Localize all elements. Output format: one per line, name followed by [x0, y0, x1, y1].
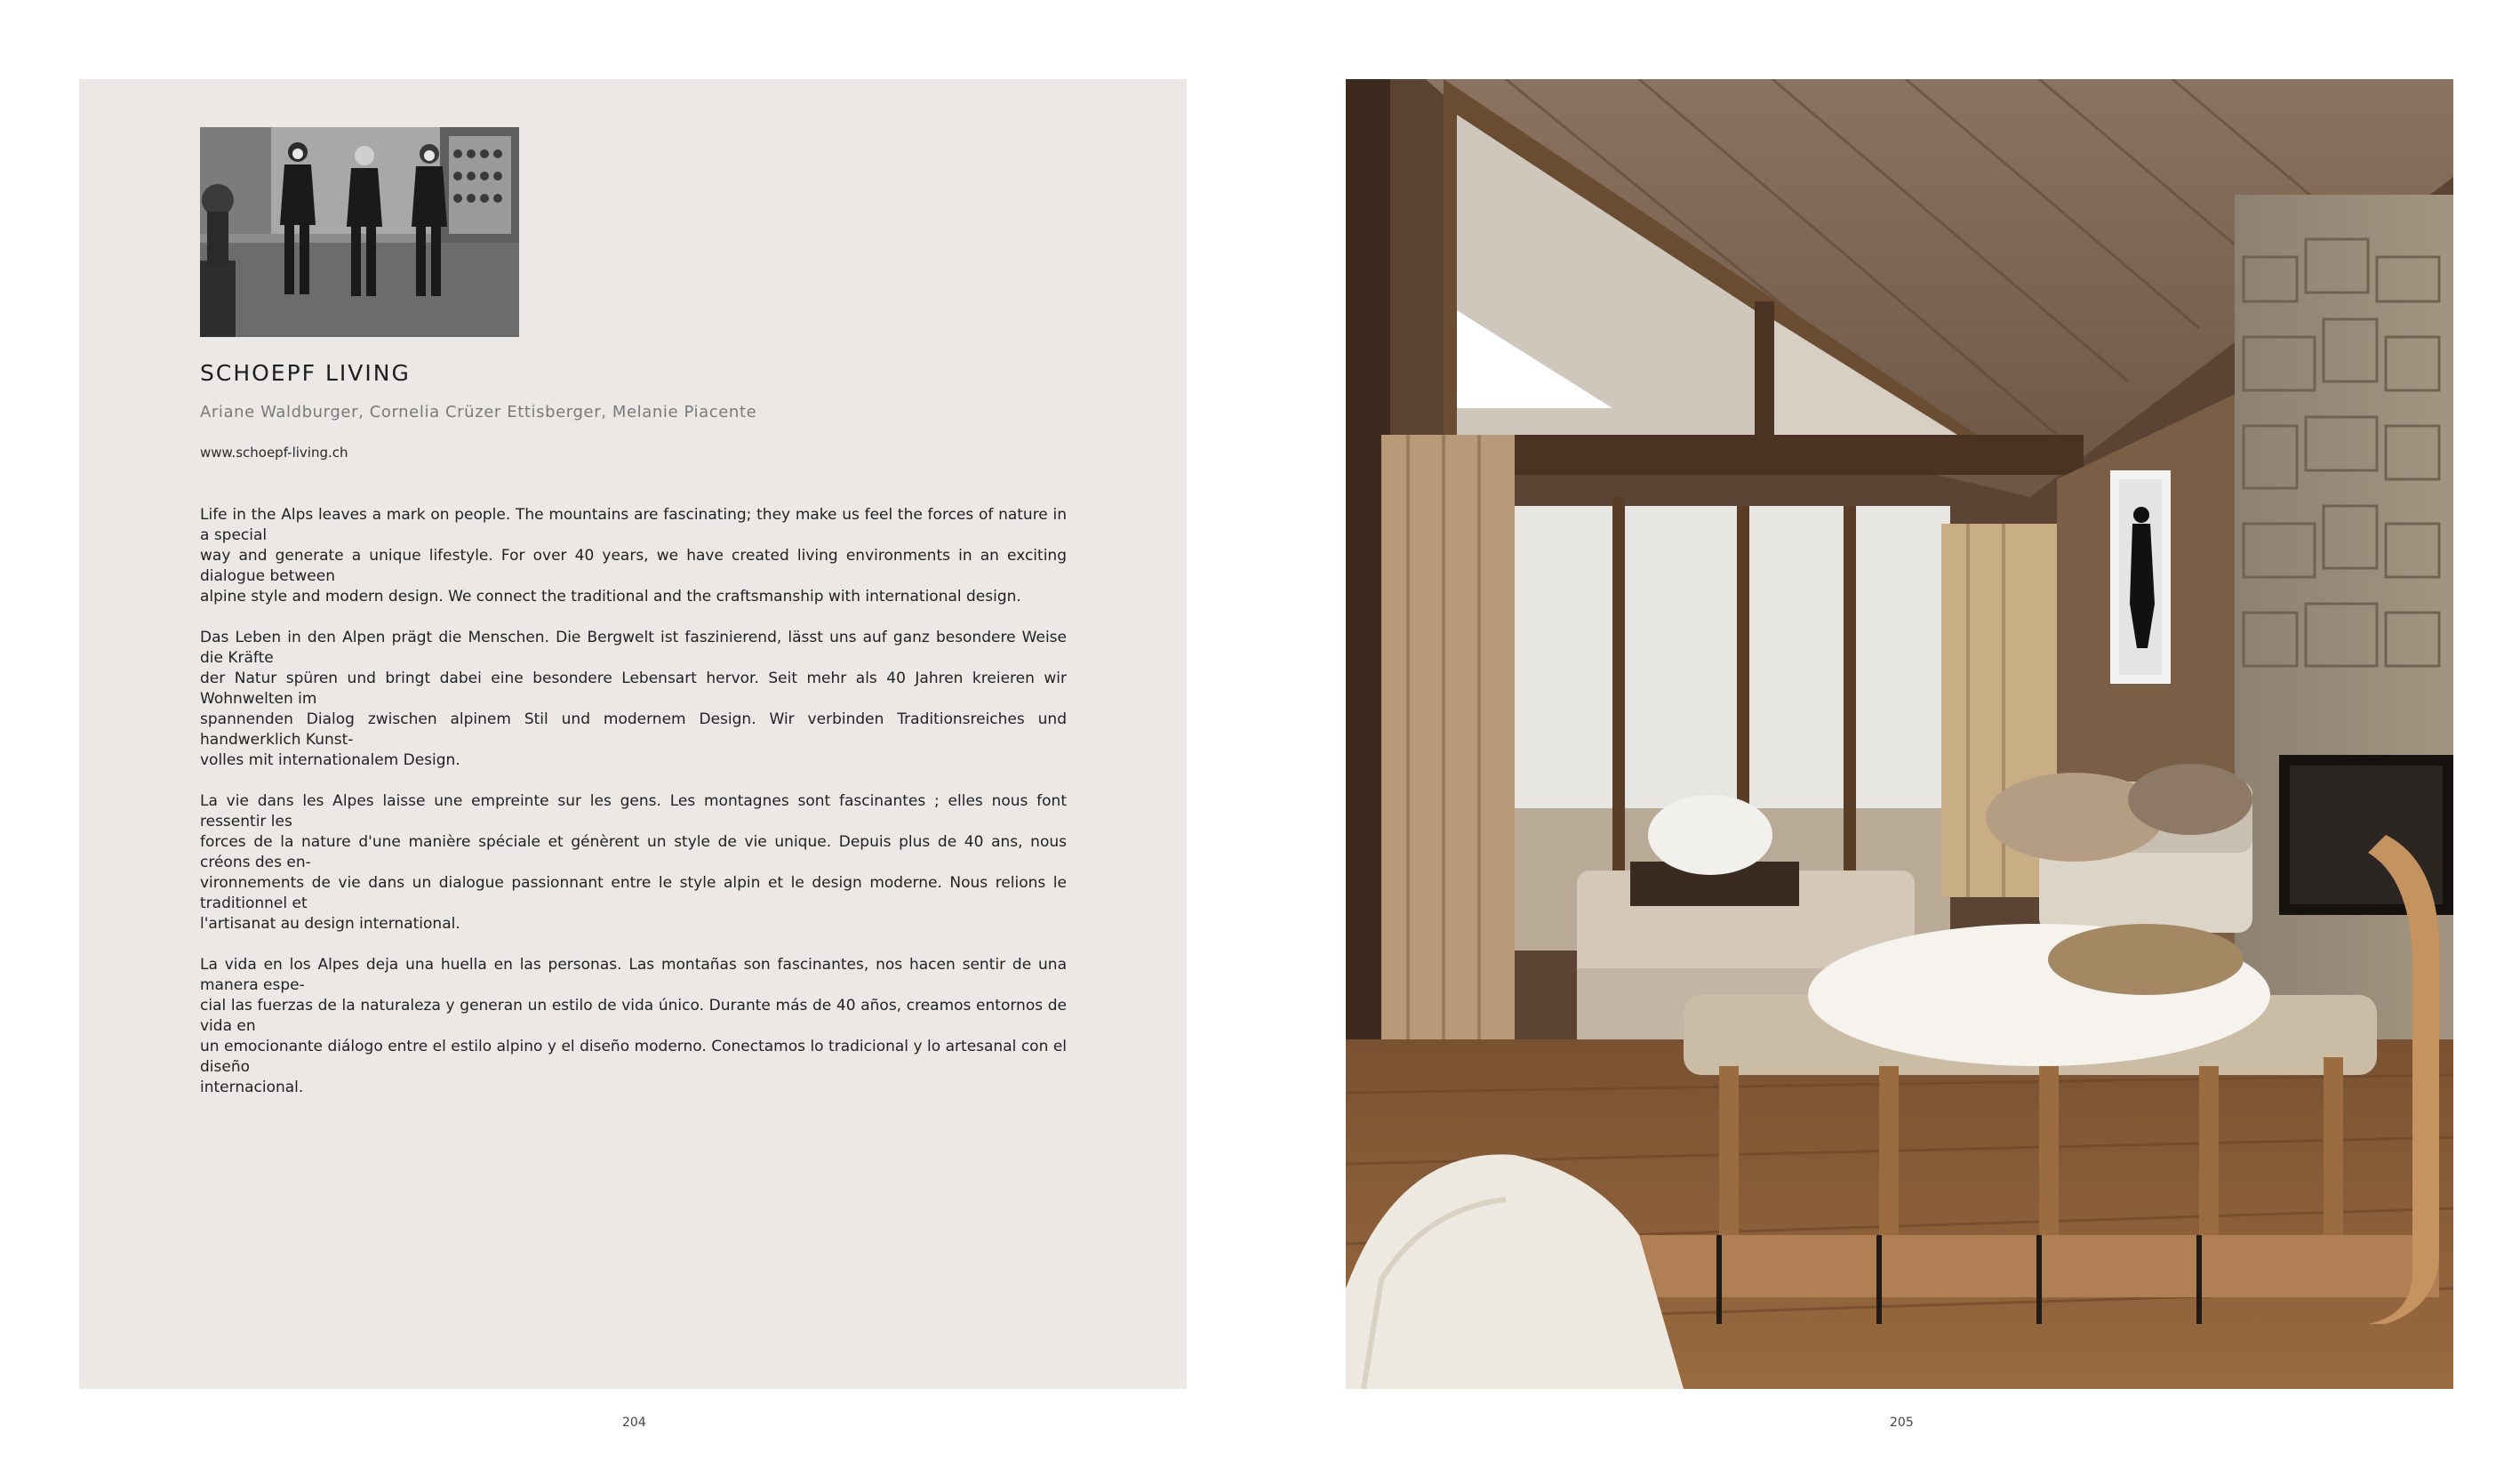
paragraph-spanish: La vida en los Alpes deja una huella en las personas. Las montañas son fascinantes, nos hacen sentir de una manera espe- cial las fuerzas de la naturaleza y generan un estilo de vida único. Durante más de 40 años, creamos entornos de vida en un emocionante diálogo entre el estilo alpino y el diseño moderno. Conectamos lo tradicional y lo artesanal con el diseño internacional.: [200, 956, 1067, 1096]
website-link[interactable]: www.schoepf-living.ch: [200, 445, 348, 461]
studio-name: SCHOEPF LIVING: [200, 360, 411, 386]
page-number-left: 204: [622, 1416, 646, 1430]
paragraph-french: La vie dans les Alpes laisse une empreinte sur les gens. Les montagnes sont fascinantes ; elles nous font ressentir les forces de la nature d'une manière spéciale et génèrent un style de vie unique. Depuis plus de 40 ans, nous créons des en- vironnements de vie dans un dialogue passionnant entre le style alpin et le design moderne. Nous relions le traditionnel et l'artisanat au design international.: [200, 792, 1067, 933]
page-number-right: 205: [1890, 1416, 1914, 1430]
team-photo: [200, 127, 519, 337]
paragraph-german: Das Leben in den Alpen prägt die Menschen. Die Bergwelt ist faszinierend, lässt uns auf ganz besondere Weise die Kräfte der Natur spüren und bringt dabei eine besondere Lebensart hervor. Seit mehr als 40 Jahren kreieren wir Wohnwelten im spannenden Dialog zwischen alpinem Stil und modernem Design. Wir verbinden Traditionsreiches und handwerklich Kunst- volles mit internationalem Design.: [200, 629, 1067, 769]
paragraph-english: Life in the Alps leaves a mark on people. The mountains are fascinating; they make us feel the forces of nature in a special way and generate a unique lifestyle. For over 40 years, we have created living environments in an exciting dialogue between alpine style and modern design. We connect the traditional and the craftsmanship with international design.: [200, 506, 1067, 606]
chalet-interior-photo: [1346, 79, 2453, 1389]
description-text: [200, 505, 1067, 1119]
team-members: Ariane Waldburger, Cornelia Crüzer Ettisberger, Melanie Piacente: [200, 403, 757, 421]
